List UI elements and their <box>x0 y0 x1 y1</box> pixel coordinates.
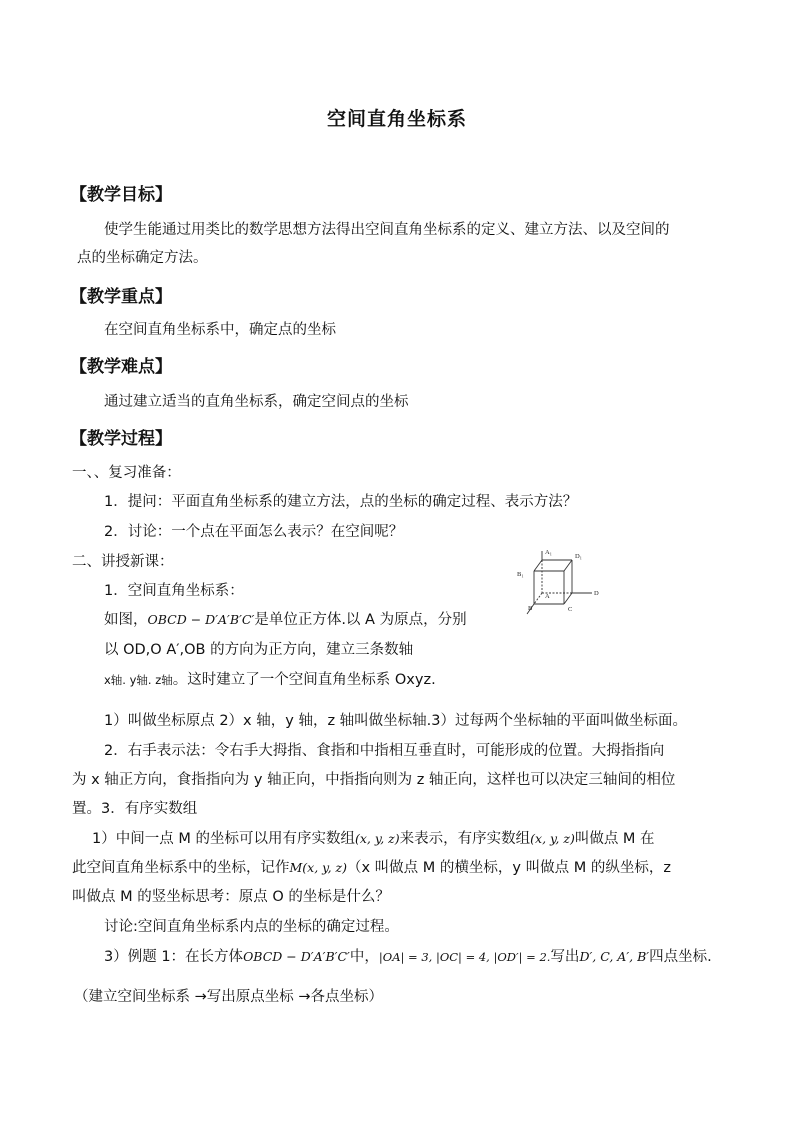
ex-b: 中， <box>349 949 379 965</box>
s3-l1-b: 来表示，有序实数组 <box>399 831 531 847</box>
section3-line2 <box>72 858 671 878</box>
s3-l1-a: 1）中间一点 M 的坐标可以用有序实数组 <box>92 831 355 847</box>
label-b1: B₁ <box>517 571 524 578</box>
focus-heading: 【教学重点】 <box>70 287 172 307</box>
process-heading: 【教学过程】 <box>70 429 172 449</box>
cube-hidden-edge <box>534 593 542 604</box>
cube-diagram <box>514 548 602 620</box>
section1-line-a-pre: 如图， <box>104 612 148 628</box>
lengths-math: |OA| = 3, |OC| = 4, |OD′| = 2. <box>378 950 551 964</box>
section3-line4: 讨论:空间直角坐标系内点的坐标的确定过程。 <box>104 919 399 935</box>
label-d: D <box>594 590 599 597</box>
part2-heading: 二、讲授新课： <box>72 554 174 570</box>
label-b: B <box>528 605 533 612</box>
section1-line-c-post: 。这时建立了一个空间直角坐标系 Oxyz. <box>172 672 436 688</box>
objective-text-line1: 使学生能通过用类比的数学思想方法得出空间直角坐标系的定义、建立方法、以及空间的 <box>104 222 670 238</box>
part1-heading: 一、、复习准备： <box>72 465 181 481</box>
section1-line-b: 以 OD,O A′,OB 的方向为正方向，建立三条数轴 <box>104 642 414 658</box>
section2-line1: 2．右手表示法：令右手大拇指、食指和中指相互垂直时，可能形成的位置。大拇指指向 <box>104 743 665 759</box>
cube-edge <box>564 560 572 571</box>
focus-text: 在空间直角坐标系中，确定点的坐标 <box>104 322 336 338</box>
page-title: 空间直角坐标系 <box>326 108 467 130</box>
steps-line: （建立空间坐标系 →写出原点坐标 →各点坐标） <box>74 989 384 1005</box>
question-2: 2．讨论：一个点在平面怎么表示？在空间呢？ <box>104 524 404 540</box>
section3-line1 <box>92 829 655 849</box>
section1-line-d: 1）叫做坐标原点 2）x 轴，y 轴，z 轴叫做坐标轴.3）过每两个坐标轴的平面叫做坐标面。 <box>104 713 687 729</box>
s3-l2-a: 此空间直角坐标系中的坐标，记作 <box>72 860 290 876</box>
box-name-math: OBCD − D′A′B′C′ <box>243 949 350 964</box>
label-a1: A₁ <box>545 549 552 556</box>
cube-edge <box>564 593 572 604</box>
section3-line3: 叫做点 M 的竖坐标思考：原点 O 的坐标是什么？ <box>72 889 390 905</box>
cube-edge <box>534 560 542 571</box>
objective-text-line2: 点的坐标确定方法。 <box>77 250 208 266</box>
s3-l1-c: 叫做点 M 在 <box>574 831 655 847</box>
difficulty-text: 通过建立适当的直角坐标系，确定空间点的坐标 <box>104 394 409 410</box>
question-1: 1．提问：平面直角坐标系的建立方法，点的坐标的确定过程、表示方法？ <box>104 494 578 510</box>
section2-line2: 为 x 轴正方向，食指指向为 y 轴正向，中指指向则为 z 轴正向，这样也可以决定三轴间的相位 <box>72 772 676 788</box>
axes-names: x轴. y轴. z轴 <box>104 673 173 687</box>
example-line <box>104 947 712 967</box>
section1-line-c <box>104 670 436 690</box>
label-c: C <box>568 606 573 613</box>
ex-c: 写出 <box>550 949 580 965</box>
section1-line-a <box>104 610 467 630</box>
section2-line3: 置。3．有序实数组 <box>72 801 198 817</box>
objective-heading: 【教学目标】 <box>70 185 172 205</box>
tuple-math-2: (x, y, z) <box>530 831 575 846</box>
s3-l2-b: （x 叫做点 M 的横坐标，y 叫做点 M 的纵坐标，z <box>346 860 671 876</box>
points-math: D′, C, A′, B′ <box>579 949 650 964</box>
tuple-math-1: (x, y, z) <box>354 831 400 846</box>
label-d1: D₁ <box>575 553 582 560</box>
cube-name-math: OBCD − D′A′B′C′ <box>147 612 255 627</box>
ex-a: 3）例题 1：在长方体 <box>104 949 244 965</box>
ex-d: 四点坐标. <box>649 949 712 965</box>
point-m-math: M(x, y, z) <box>289 860 347 875</box>
section1-title: 1．空间直角坐标系： <box>104 583 244 599</box>
section1-line-a-post: 是单位正方体.以 A 为原点，分别 <box>254 612 467 628</box>
difficulty-heading: 【教学难点】 <box>70 357 172 377</box>
label-a: A <box>545 593 550 600</box>
